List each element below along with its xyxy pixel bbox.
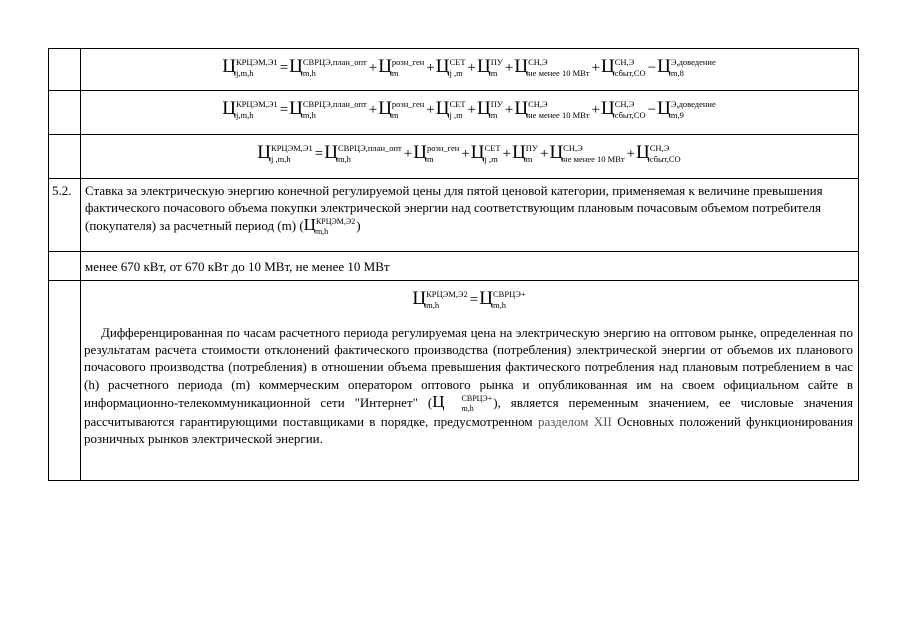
formula xyxy=(81,135,858,164)
price-subscript: сбыт,СО xyxy=(614,110,646,120)
operator: + xyxy=(626,146,636,162)
price-superscript: СН,Э xyxy=(614,99,635,109)
price-superscript: ПУ xyxy=(490,99,503,109)
price-subscript: m,h xyxy=(461,403,474,413)
price-superscript: СН,Э xyxy=(563,143,583,153)
price-term xyxy=(289,56,368,78)
price-subscript: j ,m,h xyxy=(271,154,291,164)
price-term xyxy=(600,98,647,120)
price-symbol: Ц xyxy=(324,142,338,163)
price-superscript: КРЦЭМ,Э1 xyxy=(271,143,313,153)
price-subscript: m xyxy=(426,154,434,164)
price-symbol: Ц xyxy=(412,288,427,309)
price-superscript: Э,доведение xyxy=(670,99,716,109)
price-symbol: Ц xyxy=(600,56,615,77)
price-subscript: m xyxy=(391,68,399,78)
formula-row-1 xyxy=(49,49,859,91)
price-symbol: Ц xyxy=(514,98,529,119)
operator: + xyxy=(426,102,435,118)
operator: + xyxy=(461,146,470,162)
operator: + xyxy=(504,60,514,76)
price-subscript: сбыт,СО xyxy=(649,154,681,164)
section-number: 5.2. xyxy=(49,179,81,252)
price-superscript: СВРЦЭ+ xyxy=(461,393,493,403)
price-term xyxy=(514,98,590,120)
price-subscript: сбыт,СО xyxy=(614,68,646,78)
price-symbol: Ц xyxy=(470,142,485,163)
price-term xyxy=(636,142,682,164)
price-subscript: не менее 10 МВт xyxy=(528,110,590,120)
operator: + xyxy=(539,146,549,162)
operator: − xyxy=(647,102,657,118)
price-term xyxy=(257,142,313,164)
price-superscript: СЕТ xyxy=(484,143,501,153)
section-heading-text: Ставка за электрическую энергию конечной регулируемой цены для пятой ценовой категории, применяемая к величине превышения фактического почасового объема покупки электрической энергии над соответствующим плановым почасовым объемом потребителя (покупателя) за расчетный период (m) xyxy=(85,183,823,233)
price-subscript: m xyxy=(490,110,498,120)
price-symbol: Ц xyxy=(477,98,491,119)
price-subscript: j,m,h xyxy=(235,110,254,120)
price-subscript: не менее 10 МВт xyxy=(528,68,590,78)
price-subscript: m xyxy=(490,68,498,78)
operator: − xyxy=(647,60,657,76)
operator: = xyxy=(279,60,289,76)
empty-number-cell xyxy=(49,91,81,135)
price-superscript: СЕТ xyxy=(449,57,466,67)
operator: + xyxy=(591,102,600,118)
description-text-3: Основных положений функционирования розничных рынков электрической энергии. xyxy=(84,413,854,447)
description-price-symbol: (Ц СВРЦЭ+ m,h ) xyxy=(427,391,498,413)
price-superscript: СН,Э xyxy=(649,143,670,153)
power-range-row xyxy=(49,252,859,281)
price-subscript: m,h xyxy=(426,300,440,310)
operator: = xyxy=(279,102,289,118)
price-superscript: КРЦЭМ,Э2 xyxy=(315,217,356,226)
price-superscript: КРЦЭМ,Э1 xyxy=(235,99,278,109)
operator: + xyxy=(368,102,378,118)
price-term xyxy=(222,56,278,78)
price-subscript: m,h xyxy=(302,68,316,78)
operator: + xyxy=(502,146,512,162)
price-symbol: Ц xyxy=(303,215,316,234)
operator: + xyxy=(504,102,514,118)
empty-number-cell xyxy=(49,252,81,281)
price-term xyxy=(470,142,502,164)
price-symbol: Ц xyxy=(657,98,671,119)
operator: + xyxy=(368,60,378,76)
formula-row-3 xyxy=(49,135,859,179)
price-subscript: j,m,h xyxy=(235,68,254,78)
price-symbol: Ц xyxy=(289,56,303,77)
document-table-container xyxy=(48,48,859,481)
price-symbol: Ц xyxy=(432,391,445,411)
price-symbol: Ц xyxy=(549,142,564,163)
price-symbol: Ц xyxy=(222,98,236,119)
price-term xyxy=(289,98,368,120)
price-symbol: Ц xyxy=(479,288,493,309)
price-subscript: не менее 10 МВт xyxy=(563,154,625,164)
price-term xyxy=(512,142,539,164)
operator: + xyxy=(467,60,477,76)
price-symbol: Ц xyxy=(435,56,450,77)
price-subscript: m xyxy=(391,110,399,120)
price-subscript: m,h xyxy=(493,300,506,310)
price-term xyxy=(479,288,526,310)
price-symbol: Ц xyxy=(257,142,272,163)
price-symbol: Ц xyxy=(636,142,650,163)
operator: + xyxy=(591,60,600,76)
price-symbol: Ц xyxy=(378,98,392,119)
price-superscript: СВРЦЭ,план_опт xyxy=(302,57,367,67)
price-superscript: СВРЦЭ+ xyxy=(493,289,526,299)
section-heading xyxy=(81,179,858,239)
price-subscript: m,9 xyxy=(670,110,684,120)
operator: + xyxy=(467,102,477,118)
price-term xyxy=(435,56,467,78)
price-term xyxy=(378,56,425,78)
empty-number-cell xyxy=(49,281,81,481)
price-subscript: j ,m xyxy=(449,68,463,78)
price-superscript: ПУ xyxy=(525,143,538,153)
price-term xyxy=(657,98,717,120)
formula-cell xyxy=(81,91,859,135)
price-term xyxy=(222,98,278,120)
price-term xyxy=(477,98,504,120)
price-term xyxy=(378,98,425,120)
description-text-2: , является переменным значением, ее числовые значения рассчитываются гарантирующими поставщиками в порядке, предусмотренном xyxy=(84,394,853,429)
price-superscript: СН,Э xyxy=(614,57,635,67)
price-term xyxy=(514,56,590,78)
power-range-text: менее 670 кВт, от 670 кВт до 10 МВт, не менее 10 МВт xyxy=(85,259,390,274)
formula xyxy=(81,91,858,120)
price-term xyxy=(432,391,493,413)
formula-cell xyxy=(81,135,859,179)
price-superscript: СВРЦЭ,план_опт xyxy=(302,99,367,109)
price-symbol: Ц xyxy=(514,56,529,77)
price-symbol: Ц xyxy=(222,56,236,77)
price-superscript: КРЦЭМ,Э2 xyxy=(426,289,468,299)
formula xyxy=(81,49,858,78)
operator: = xyxy=(469,292,479,308)
price-symbol: Ц xyxy=(289,98,303,119)
price-superscript: розн_ген xyxy=(391,57,425,67)
formula-cell xyxy=(81,49,859,91)
price-term xyxy=(435,98,467,120)
price-superscript: Э,доведение xyxy=(670,57,716,67)
section-heading-row xyxy=(49,179,859,252)
price-subscript: j ,m xyxy=(449,110,463,120)
price-superscript: КРЦЭМ,Э1 xyxy=(235,57,278,67)
price-term xyxy=(477,56,504,78)
price-term xyxy=(413,142,460,164)
price-symbol: Ц xyxy=(435,98,450,119)
price-subscript: m,h xyxy=(302,110,316,120)
price-subscript: m,h xyxy=(337,154,351,164)
description-paragraph xyxy=(81,324,858,447)
price-subscript: m,h xyxy=(315,227,329,236)
formula-row-2 xyxy=(49,91,859,135)
power-range-cell xyxy=(81,252,859,281)
price-term xyxy=(324,142,403,164)
price-symbol: Ц xyxy=(477,56,491,77)
description-row xyxy=(49,281,859,481)
description-text-1: Дифференцированная по часам расчетного периода регулируемая цена на электрическую энергию на оптовом рынке, определенная по результатам расчета стоимости отклонений фактического производства (потребления) электрической энергии от объемов их планового почасового производства (потребления) в отношении объема превышения фактического потребления над плановым потреблением в час (h) расчетного периода (m) коммерческим оператором оптового рынка и опубликованная им на своем официальном сайте в информационно-телекоммуникационной сети "Интернет" xyxy=(84,325,853,410)
price-superscript: ПУ xyxy=(490,57,503,67)
section-heading-cell xyxy=(81,179,859,252)
price-superscript: СВРЦЭ,план_опт xyxy=(337,143,402,153)
price-symbol: Ц xyxy=(413,142,427,163)
operator: + xyxy=(403,146,413,162)
price-subscript: m xyxy=(525,154,533,164)
price-term xyxy=(549,142,625,164)
price-superscript: розн_ген xyxy=(391,99,425,109)
price-term xyxy=(657,56,717,78)
operator: + xyxy=(426,60,435,76)
price-superscript: розн_ген xyxy=(426,143,460,153)
tariff-table xyxy=(48,48,859,481)
section-reference-link[interactable]: разделом XII xyxy=(537,413,612,429)
empty-number-cell xyxy=(49,49,81,91)
heading-price-symbol: (Ц КРЦЭМ,Э2 m,h ) xyxy=(299,215,361,236)
price-symbol: Ц xyxy=(512,142,526,163)
price-subscript: j ,m xyxy=(484,154,498,164)
formula xyxy=(81,281,858,324)
price-term xyxy=(600,56,647,78)
price-superscript: СН,Э xyxy=(528,99,548,109)
price-superscript: СЕТ xyxy=(449,99,466,109)
operator: = xyxy=(314,146,324,162)
empty-number-cell xyxy=(49,135,81,179)
description-cell xyxy=(81,281,859,481)
price-subscript: m,8 xyxy=(670,68,684,78)
price-symbol: Ц xyxy=(600,98,615,119)
price-term xyxy=(412,288,468,310)
price-symbol: Ц xyxy=(657,56,671,77)
price-superscript: СН,Э xyxy=(528,57,548,67)
price-symbol: Ц xyxy=(378,56,392,77)
price-term xyxy=(303,215,357,236)
